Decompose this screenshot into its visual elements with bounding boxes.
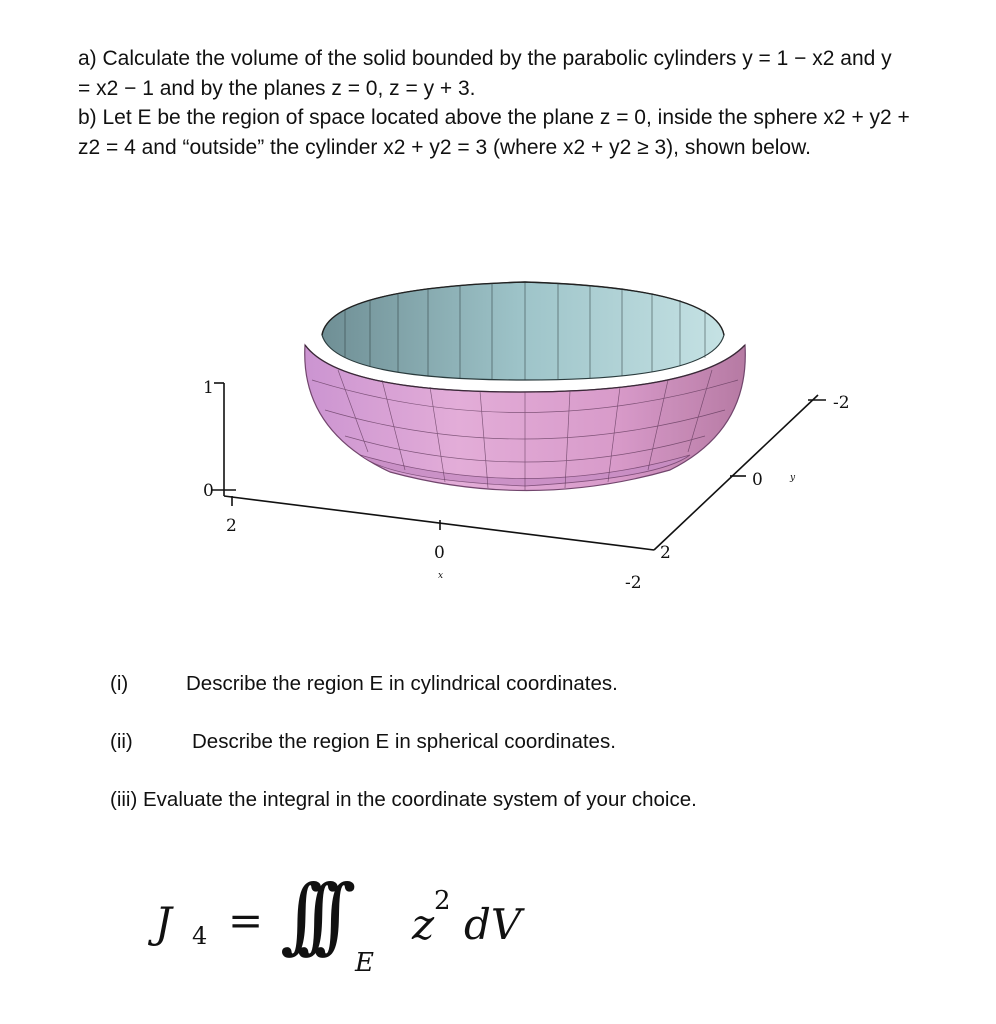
triple-integral-sign: ∫∫∫ bbox=[280, 868, 331, 963]
problem-line: b) Let E be the region of space located above the plane z = 0, inside the sphere x2 + y2 + bbox=[78, 106, 910, 129]
integral-formula bbox=[150, 860, 570, 1000]
problem-line: a) Calculate the volume of the solid bounded by the parabolic cylinders y = 1 − x2 and y bbox=[78, 47, 892, 70]
formula-lhs: J bbox=[155, 898, 172, 947]
formula-lhs-subscript: 4 bbox=[192, 922, 208, 950]
formula-equals: = bbox=[228, 896, 264, 945]
question-number: (i) bbox=[110, 672, 129, 695]
x-axis-label: x bbox=[438, 571, 444, 581]
x-tick-label: 0 bbox=[434, 543, 445, 563]
y-tick-label: 2 bbox=[660, 543, 671, 563]
z-tick-label: 0 bbox=[203, 481, 214, 501]
question-text: Describe the region E in spherical coordinates. bbox=[192, 730, 616, 753]
x-tick-label: 2 bbox=[226, 516, 237, 536]
question-number: (ii) bbox=[110, 730, 133, 753]
y-axis-label: y bbox=[790, 473, 796, 483]
problem-line: z2 = 4 and “outside” the cylinder x2 + y2 = 3 (where x2 + y2 ≥ 3), shown below. bbox=[78, 135, 811, 159]
integrand-exponent: 2 bbox=[434, 886, 451, 916]
integration-domain: E bbox=[355, 948, 374, 978]
y-tick-label: 0 bbox=[752, 470, 763, 490]
question-iii: (iii) Evaluate the integral in the coordinate system of your choice. bbox=[110, 788, 697, 811]
region-e-3d-plot bbox=[0, 240, 996, 600]
question-text: Describe the region E in cylindrical coordinates. bbox=[186, 672, 618, 695]
y-tick-label: -2 bbox=[833, 393, 850, 413]
z-tick-label: 1 bbox=[203, 378, 214, 398]
x-tick-label: -2 bbox=[625, 573, 642, 593]
differential: dV bbox=[464, 900, 522, 949]
x-axis bbox=[224, 496, 654, 550]
integrand: z bbox=[412, 900, 435, 949]
problem-statement bbox=[78, 44, 948, 162]
problem-line: = x2 − 1 and by the planes z = 0, z = y + 3. bbox=[78, 76, 476, 100]
